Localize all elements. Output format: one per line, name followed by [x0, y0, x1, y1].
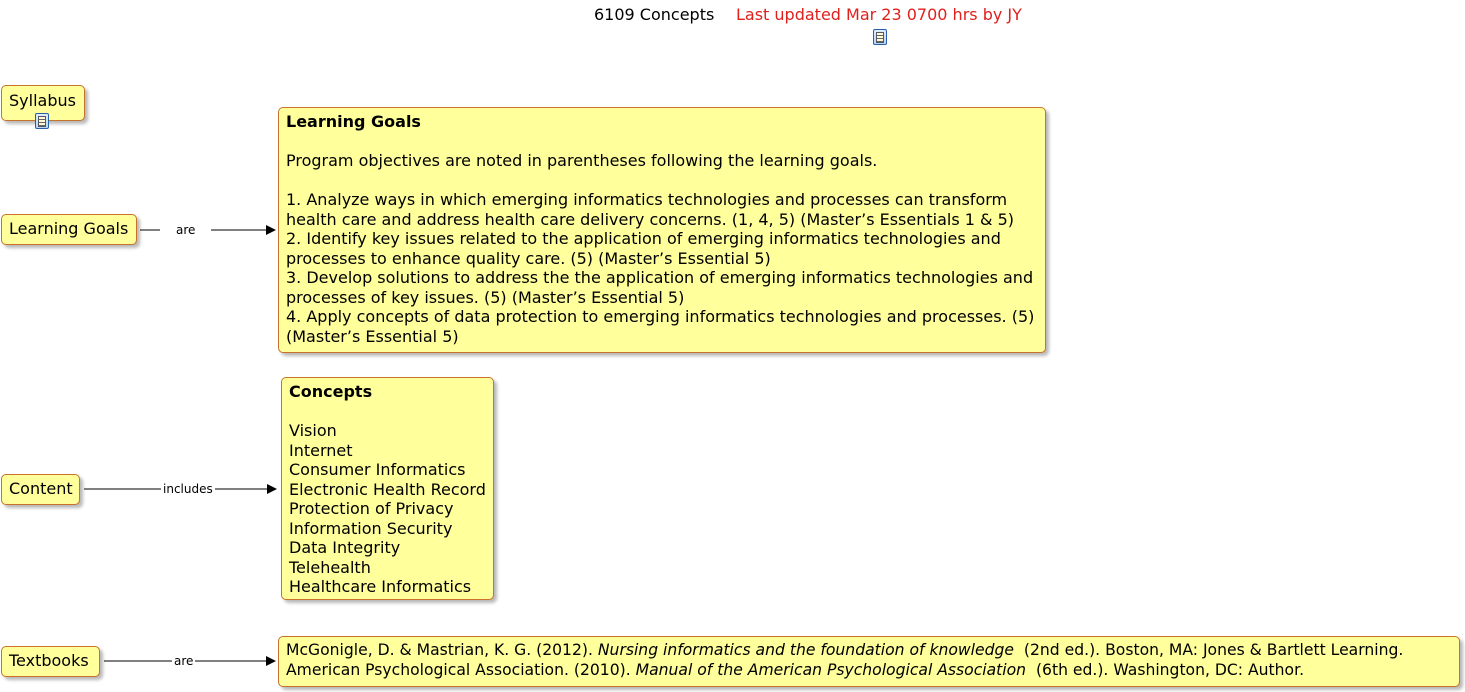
- page-title: 6109 Concepts: [594, 5, 715, 24]
- textbook-reference: American Psychological Association. (2010). Manual of the American Psychological Association (6th ed.). Washington, DC: Author.: [286, 660, 1305, 679]
- learning-goal-line: processes of key issues. (5) (Master’s Essential 5): [286, 287, 685, 307]
- link-label-textbooks: are: [174, 654, 194, 668]
- concept-item: Healthcare Informatics: [289, 577, 472, 596]
- learning-goal-line: (Master’s Essential 5): [286, 326, 459, 346]
- textbook-title: Manual of the American Psychological Association: [635, 660, 1027, 679]
- learning-goals-intro: Program objectives are noted in parentheses following the learning goals.: [286, 151, 878, 170]
- textbook-title: Nursing informatics and the foundation of knowledge: [597, 641, 1014, 659]
- concept-item: Telehealth: [289, 557, 371, 577]
- learning-goal-line: 1. Analyze ways in which emerging informatics technologies and processes can transform: [286, 190, 1008, 209]
- concept-item: Electronic Health Record: [289, 479, 486, 499]
- learning-goal-line: processes to enhance quality care. (5) (Master’s Essential 5): [286, 248, 771, 268]
- learning-goals-box[interactable]: [278, 107, 1046, 353]
- syllabus-label: Syllabus: [9, 91, 76, 110]
- textbook-reference: McGonigle, D. & Mastrian, K. G. (2012). Nursing informatics and the foundation of knowledge (2nd ed.). Boston, MA: Jones & Bartlett Learning.: [286, 641, 1404, 659]
- content-node[interactable]: [1, 474, 80, 505]
- link-label-content: includes: [163, 482, 213, 496]
- concept-item: Vision: [289, 421, 337, 440]
- textbooks-node[interactable]: [1, 646, 100, 677]
- textbooks-box[interactable]: [278, 636, 1460, 687]
- concepts-title: Concepts: [289, 382, 373, 401]
- document-icon[interactable]: [35, 113, 49, 129]
- learning-goals-node[interactable]: [1, 214, 137, 245]
- concepts-box[interactable]: [281, 377, 494, 600]
- learning-goals-title: Learning Goals: [286, 112, 421, 131]
- learning-goal-line: 2. Identify key issues related to the application of emerging informatics technologies and: [286, 229, 1001, 248]
- link-label-learning-goals: are: [160, 223, 211, 237]
- learning-goal-line: health care and address health care delivery concerns. (1, 4, 5) (Master’s Essentials 1 & 5): [286, 209, 1015, 229]
- concept-item: Information Security: [289, 518, 453, 538]
- concept-item: Protection of Privacy: [289, 499, 454, 518]
- content-label: Content: [9, 479, 73, 498]
- textbooks-label: Textbooks: [9, 651, 89, 670]
- concept-item: Data Integrity: [289, 538, 401, 557]
- last-updated-text: Last updated Mar 23 0700 hrs by JY: [736, 5, 1022, 24]
- concept-item: Consumer Informatics: [289, 460, 466, 479]
- concept-item: Internet: [289, 440, 353, 460]
- learning-goals-label: Learning Goals: [9, 219, 129, 238]
- learning-goal-line: 4. Apply concepts of data protection to emerging informatics technologies and processes. (5): [286, 307, 1035, 326]
- learning-goal-line: 3. Develop solutions to address the the application of emerging informatics technologies and: [286, 268, 1034, 287]
